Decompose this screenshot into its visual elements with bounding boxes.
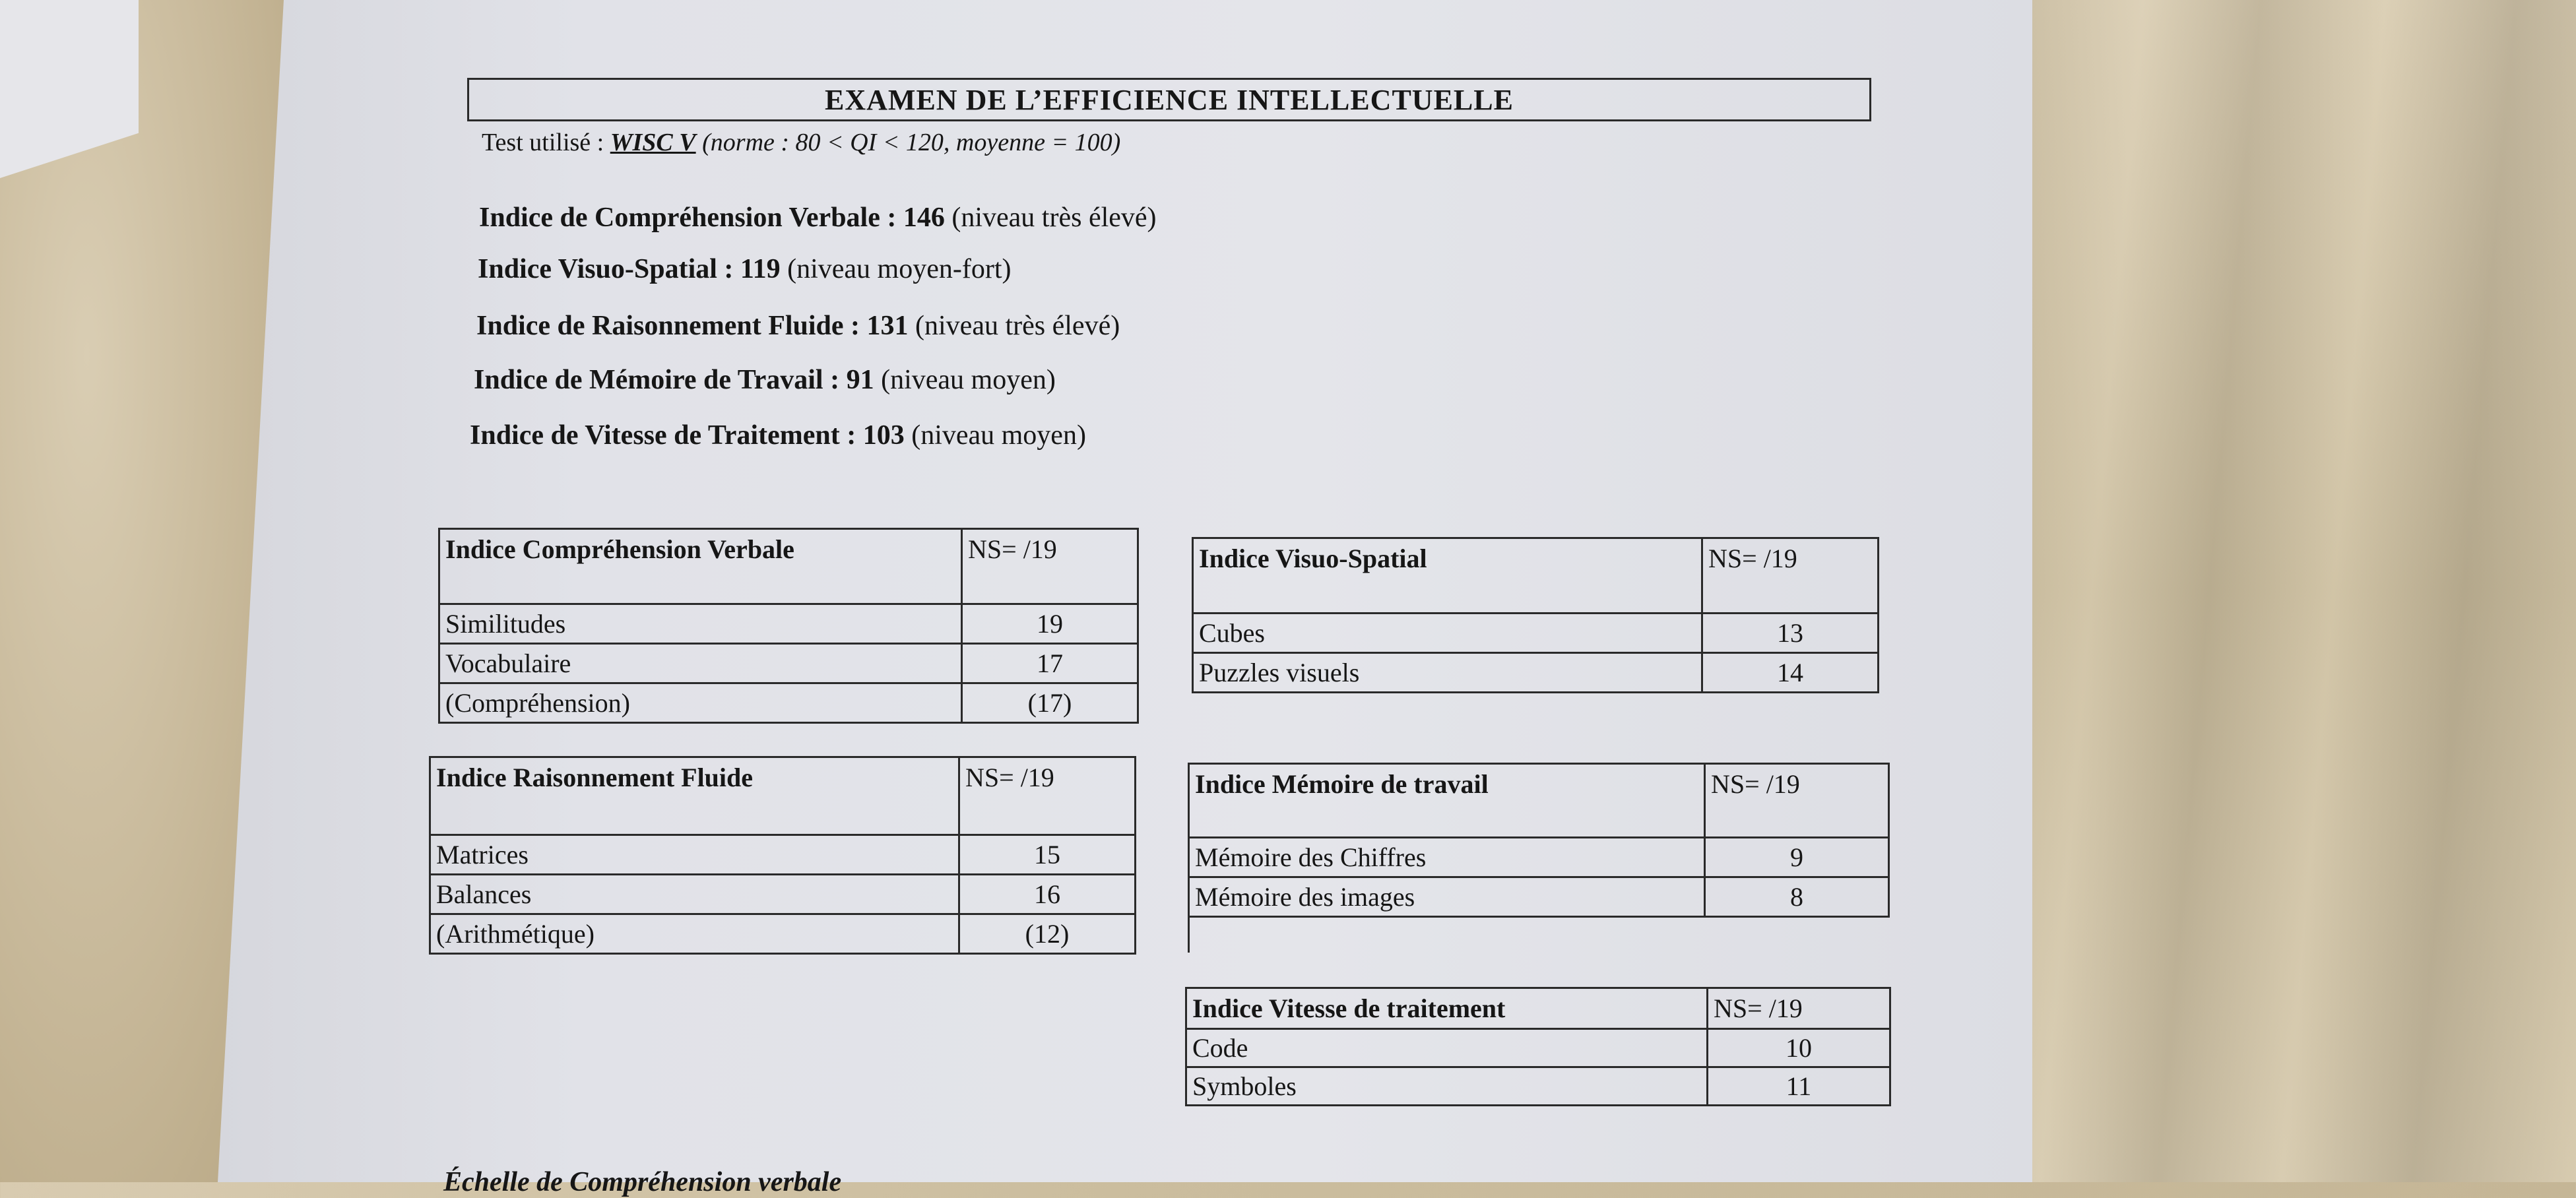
index-level: (niveau moyen) — [904, 420, 1086, 451]
table-header: Indice Compréhension Verbale — [439, 529, 962, 604]
index-label: Indice de Vitesse de Traitement : 103 — [470, 420, 905, 451]
table-header: Indice Raisonnement Fluide — [430, 757, 959, 835]
document-title: EXAMEN DE L’EFFICIENCE INTELLECTUELLE — [467, 78, 1871, 121]
test-used-line — [482, 128, 1120, 157]
table-ivt — [1185, 987, 1891, 1106]
test-prefix: Test utilisé : — [482, 129, 610, 156]
table-header: Indice Vitesse de traitement — [1186, 988, 1708, 1029]
subtest-score: 8 — [1705, 877, 1889, 917]
subtest-label: Vocabulaire — [439, 644, 962, 683]
subtest-score: 16 — [959, 875, 1136, 914]
subtest-label: Matrices — [430, 835, 959, 875]
table-row — [430, 875, 1136, 914]
subtest-score: 15 — [959, 835, 1136, 875]
subtest-score: (12) — [959, 914, 1136, 954]
subtest-label: Mémoire des Chiffres — [1189, 838, 1705, 877]
index-line-irf — [476, 310, 1120, 342]
subtest-label: Similitudes — [439, 604, 962, 644]
subtest-score: 14 — [1702, 653, 1879, 693]
index-line-ivt — [470, 420, 1086, 451]
subtest-score: 19 — [962, 604, 1138, 644]
table-ivs — [1192, 537, 1879, 693]
table-ns: NS= /19 — [962, 529, 1138, 604]
table-row — [1193, 614, 1879, 653]
table-row — [439, 683, 1138, 723]
subtest-score: 11 — [1708, 1067, 1890, 1106]
subtest-score: 10 — [1708, 1029, 1890, 1067]
table-row — [1186, 1067, 1890, 1106]
subtest-label: Code — [1186, 1029, 1708, 1067]
index-label: Indice de Mémoire de Travail : 91 — [474, 365, 874, 395]
table-row — [1189, 877, 1889, 917]
index-line-imt — [474, 364, 1056, 396]
table-ns: NS= /19 — [959, 757, 1136, 835]
table-row — [430, 914, 1136, 954]
subtest-label: (Compréhension) — [439, 683, 962, 723]
table-row — [1193, 653, 1879, 693]
test-norm: (norme : 80 < QI < 120, moyenne = 100) — [695, 129, 1121, 156]
subtest-label: Balances — [430, 875, 959, 914]
table-row — [1186, 1029, 1890, 1067]
table-border-fragment — [1188, 910, 1190, 953]
subtest-label: Symboles — [1186, 1067, 1708, 1106]
subtest-label: Puzzles visuels — [1193, 653, 1702, 693]
subtest-score: 17 — [962, 644, 1138, 683]
table-ns: NS= /19 — [1705, 764, 1889, 838]
index-level: (niveau très élevé) — [908, 311, 1120, 341]
index-level: (niveau moyen) — [874, 365, 1056, 395]
subtest-label: Cubes — [1193, 614, 1702, 653]
table-row — [1189, 838, 1889, 877]
subtest-label: Mémoire des images — [1189, 877, 1705, 917]
table-row — [430, 835, 1136, 875]
subtest-score: (17) — [962, 683, 1138, 723]
table-row — [439, 644, 1138, 683]
table-ns: NS= /19 — [1708, 988, 1890, 1029]
index-label: Indice Visuo-Spatial : 119 — [478, 254, 781, 284]
index-line-ivs — [478, 253, 1011, 285]
table-icv — [438, 528, 1139, 724]
table-header: Indice Mémoire de travail — [1189, 764, 1705, 838]
subtest-score: 9 — [1705, 838, 1889, 877]
table-ns: NS= /19 — [1702, 538, 1879, 614]
bottom-heading-cut: Échelle de Compréhension verbale — [443, 1167, 842, 1197]
index-level: (niveau très élevé) — [944, 203, 1157, 233]
test-name: WISC V — [610, 129, 696, 156]
table-header: Indice Visuo-Spatial — [1193, 538, 1702, 614]
subtest-label: (Arithmétique) — [430, 914, 959, 954]
index-line-icv — [479, 202, 1157, 234]
table-irf — [429, 756, 1136, 955]
subtest-score: 13 — [1702, 614, 1879, 653]
index-label: Indice de Compréhension Verbale : 146 — [479, 203, 945, 233]
index-label: Indice de Raisonnement Fluide : 131 — [476, 311, 909, 341]
index-level: (niveau moyen-fort) — [780, 254, 1012, 284]
table-row — [439, 604, 1138, 644]
table-imt — [1188, 763, 1890, 918]
